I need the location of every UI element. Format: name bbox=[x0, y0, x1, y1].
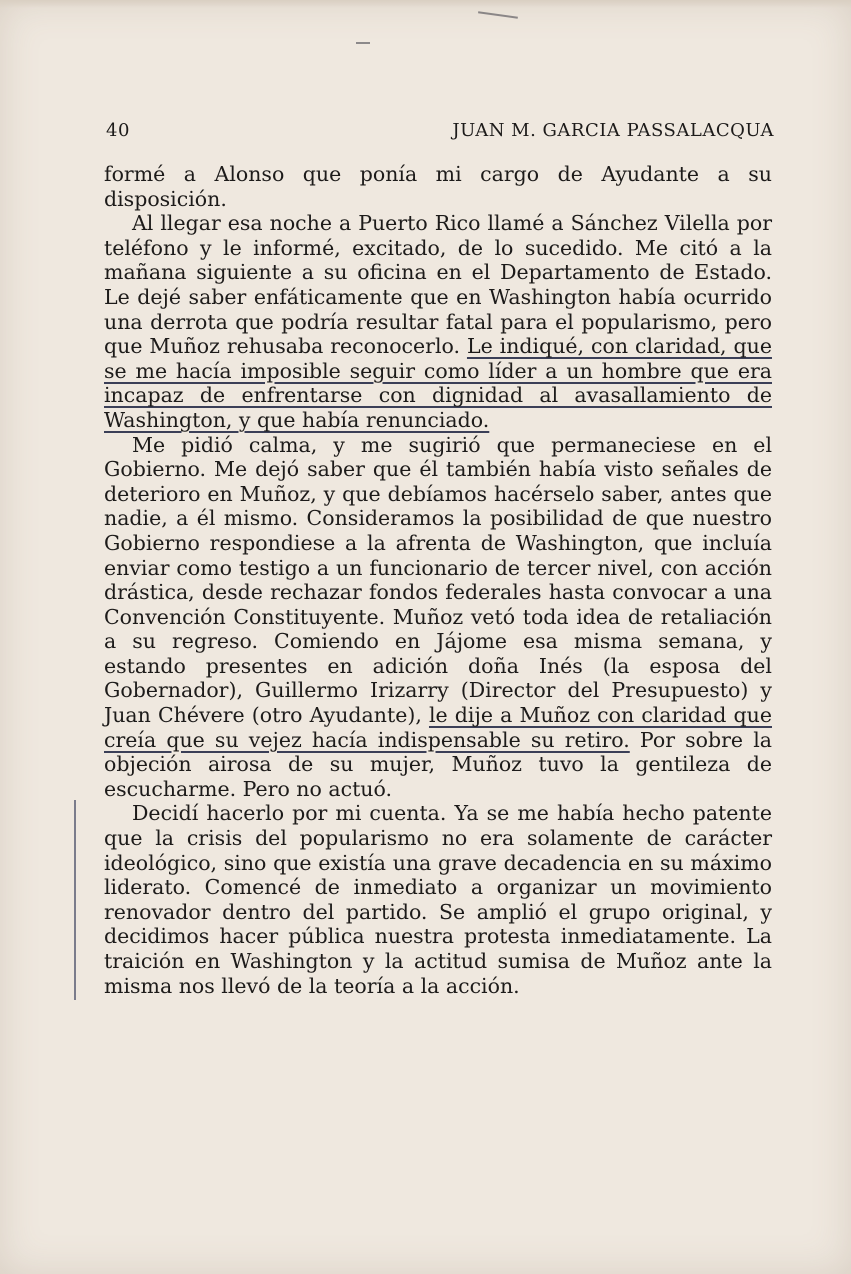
pen-mark bbox=[356, 42, 370, 44]
paragraph-2 bbox=[104, 211, 772, 432]
paragraph-3-text-end: Por sobre la objeción airosa de su mujer, Muñoz tuvo la gentileza de escucharme. Pero no actuó. bbox=[104, 727, 772, 801]
paragraph-1 bbox=[104, 162, 772, 211]
paragraph-4 bbox=[104, 801, 772, 998]
paragraph-4-text: Decidí hacerlo por mi cuenta. Ya se me había hecho patente que la crisis del popularismo no era solamente de carácter ideológico, sino que existía una grave decadencia en su máximo liderato. Comencé de inmediato a organizar un movimiento renovador dentro del partido. Se amplió el grupo original, y decidimos hacer pública nuestra protesta inmediatamente. La traición en Washington y la actitud sumisa de Muñoz ante la misma nos llevó de la teoría a la acción. bbox=[104, 801, 772, 998]
paragraph-3-text: Me pidió calma, y me sugirió que permaneciese en el Gobierno. Me dejó saber que él también había visto señales de deterioro en Muñoz, y que debíamos hacérselo saber, antes que nadie, a él mismo. Consideramos la posibilidad de que nuestro Gobierno respondiese a la afrenta de Washington, que incluía enviar como testigo a un funcionario de tercer nivel, con acción drástica, desde rechazar fondos federales hasta convocar a una Convención Constituyente. Muñoz vetó toda idea de retaliación a su regreso. Comiendo en Jájome esa misma semana, y estando presentes en adición doña Inés (la esposa del Gobernador), Guillermo Irizarry (Director del Presupuesto) y Juan Chévere (otro Ayudante), bbox=[104, 432, 772, 728]
page-number: 40 bbox=[106, 120, 130, 141]
underlined-passage: le dije a Muñoz con claridad que creía que su vejez hacía indispensable su retiro. bbox=[104, 703, 772, 752]
paragraph-2-text: Al llegar esa noche a Puerto Rico llamé a Sánchez Vilella por teléfono y le informé, excitado, de lo sucedido. Me citó a la mañana siguiente a su oficina en el Departamento de Estado. Le dejé saber enfáticamente que en Washington había ocurrido una derrota que podría resultar fatal para el popularismo, pero que Muñoz rehusaba reconocerlo. bbox=[104, 211, 772, 359]
page-top-edge bbox=[0, 0, 851, 8]
paragraph-3 bbox=[104, 433, 772, 802]
margin-pen-line bbox=[74, 800, 76, 1000]
paragraph-1-text: formé a Alonso que ponía mi cargo de Ayudante a su disposición. bbox=[104, 162, 772, 211]
running-title: JUAN M. GARCIA PASSALACQUA bbox=[452, 120, 774, 141]
underlined-passage: Le indiqué, con claridad, que se me hacía imposible seguir como líder a un hombre que era incapaz de enfrentarse con dignidad al avasallamiento de Washington, y que había renunciado. bbox=[104, 334, 772, 432]
body-text bbox=[104, 162, 772, 998]
pen-mark bbox=[478, 11, 518, 18]
